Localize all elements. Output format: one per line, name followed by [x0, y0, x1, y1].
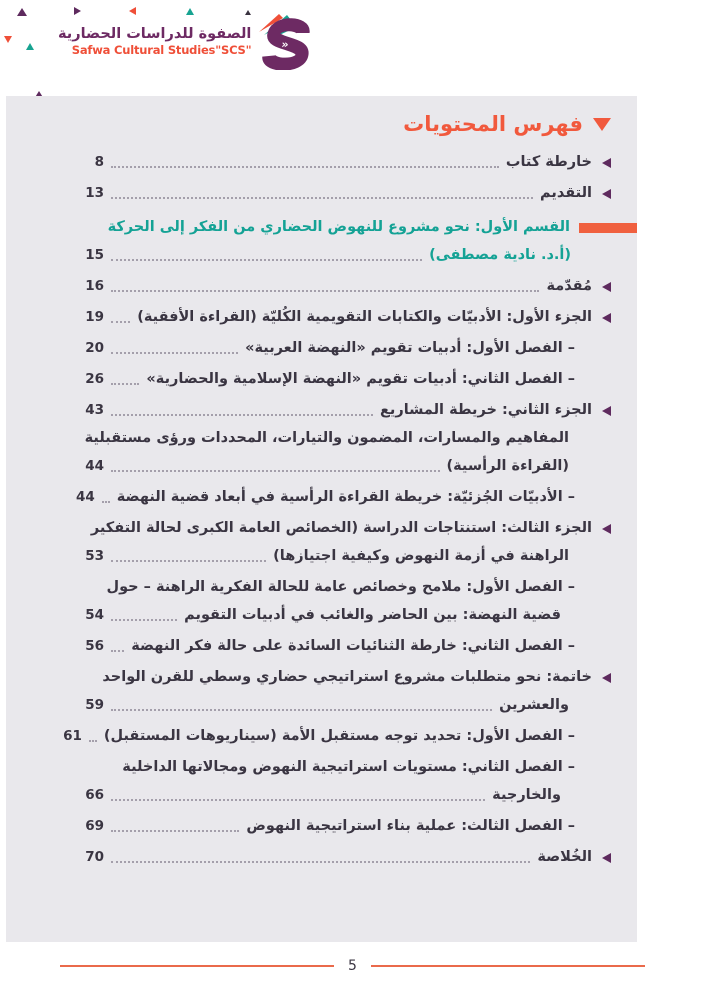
entry-bullet-triangle-icon: [602, 158, 611, 168]
toc-entry: [70, 183, 611, 204]
entry-text: مُقدّمة: [546, 278, 592, 294]
entry-page-number: 15: [85, 247, 104, 263]
dot-leader: [111, 619, 177, 621]
entry-text: – الفصل الثاني: خارطة الثنائيات السائدة على حالة فكر النهضة: [131, 638, 575, 654]
entry-page-number: 16: [85, 278, 104, 294]
entry-page-number: 44: [85, 458, 104, 474]
logo-s-mark-icon: [257, 12, 313, 70]
toc-entry: [70, 847, 611, 868]
entry-text: التقديم: [540, 185, 592, 201]
toc-entry-continued: [70, 428, 611, 449]
entry-bullet-triangle-icon: [602, 313, 611, 323]
dot-leader: [111, 414, 373, 416]
toc-chapter-entry: [70, 369, 611, 390]
dot-leader: [111, 650, 124, 652]
footer-rule-left: [60, 965, 334, 967]
entry-text: الجزء الثالث: استنتاجات الدراسة (الخصائص العامة الكبرى لحالة التفكير: [90, 520, 592, 536]
entry-bullet-triangle-icon: [602, 406, 611, 416]
entry-text: قضية النهضة: بين الحاضر والغائب في أدبيات التقويم: [184, 607, 561, 623]
entry-page-number: 13: [85, 185, 104, 201]
toc-chapter-entry: [70, 636, 611, 657]
entry-text: القسم الأول: نحو مشروع للنهوض الحضاري من الفكر إلى الحركة: [107, 219, 570, 235]
toc-entry: [70, 307, 611, 328]
toc-chapter-entry: [70, 757, 611, 778]
entry-text: الراهنة في أزمة النهوض وكيفية اجتيازها): [273, 548, 569, 564]
toc-entry-continued: [70, 546, 611, 567]
entry-text: – الأدبيّات الجُزئيّة: خريطة القراءة الرأسية في أبعاد قضية النهضة: [116, 489, 575, 505]
entry-text: (أ.د. نادية مصطفى): [429, 247, 571, 263]
entry-text: – الفصل الثالث: عملية بناء استراتيجية النهوض: [246, 818, 575, 834]
dot-leader: [102, 501, 110, 503]
entry-bullet-triangle-icon: [602, 853, 611, 863]
entry-text: – الفصل الأول: ملامح وخصائص عامة للحالة الفكرية الراهنة – حول: [106, 579, 575, 595]
contents-card: [6, 96, 637, 942]
page-title: فهرس المحتويات: [403, 112, 583, 136]
toc-section-entry-continued: [70, 245, 611, 266]
logo-english-name: Safwa Cultural Studies"SCS": [71, 43, 252, 57]
entry-text: والعشرين: [499, 697, 569, 713]
dot-leader: [111, 560, 266, 562]
toc-chapter-entry: [70, 487, 611, 508]
logo-text: [58, 25, 251, 57]
entry-bullet-triangle-icon: [602, 189, 611, 199]
toc-entry: [70, 276, 611, 297]
title-triangle-icon: [593, 118, 611, 131]
footer-page-number: 5: [348, 958, 357, 974]
section-bar-icon: [579, 223, 637, 233]
entry-page-number: 56: [85, 638, 104, 654]
entry-text: خارطة كتاب: [505, 154, 592, 170]
entry-page-number: 43: [85, 402, 104, 418]
deco-triangle-down-icon: [4, 36, 12, 43]
entry-text: خاتمة: نحو متطلبات مشروع استراتيجي حضاري وسطي للقرن الواحد: [102, 669, 592, 685]
entry-text: – الفصل الأول: أدبيات تقويم «النهضة العربية»: [245, 340, 575, 356]
contents-title-row: [70, 106, 611, 142]
entry-page-number: 44: [75, 489, 95, 505]
entry-page-number: 59: [85, 697, 104, 713]
dot-leader: [111, 321, 130, 323]
entry-page-number: 8: [94, 154, 104, 170]
toc-chapter-entry-continued: [70, 785, 611, 806]
entry-text: الخُلاصة: [537, 849, 592, 865]
entry-page-number: 19: [85, 309, 104, 325]
entry-text: الجزء الأول: الأدبيّات والكتابات التقويمية الكُليّة (القراءة الأفقية): [137, 309, 592, 325]
dot-leader: [111, 830, 239, 832]
logo-arabic-name: الصفوة للدراسات الحضارية: [58, 26, 252, 42]
entry-text: والخارجية: [492, 787, 561, 803]
entry-bullet-triangle-icon: [602, 282, 611, 292]
toc-chapter-entry: [70, 338, 611, 359]
dot-leader: [111, 197, 533, 199]
entry-text: – الفصل الثاني: أدبيات تقويم «النهضة الإسلامية والحضارية»: [146, 371, 575, 387]
dot-leader: [89, 740, 97, 742]
toc-chapter-entry: [63, 726, 611, 747]
entry-text: (القراءة الرأسية): [446, 458, 569, 474]
entry-text: الجزء الثاني: خريطة المشاريع: [380, 402, 592, 418]
toc-chapter-entry: [70, 816, 611, 837]
svg-text:»: »: [280, 38, 290, 51]
toc-entry: [70, 518, 611, 539]
dot-leader: [111, 470, 440, 472]
dot-leader: [111, 259, 422, 261]
entry-page-number: 66: [85, 787, 104, 803]
toc-entry: [70, 152, 611, 173]
entry-bullet-triangle-icon: [602, 673, 611, 683]
dot-leader: [111, 861, 530, 863]
toc-chapter-entry-continued: [70, 605, 611, 626]
dot-leader: [111, 709, 492, 711]
entry-page-number: 26: [85, 371, 104, 387]
entry-page-number: 69: [85, 818, 104, 834]
toc-chapter-entry: [70, 577, 611, 598]
toc-entry-continued: [70, 456, 611, 477]
entry-page-number: 54: [85, 607, 104, 623]
toc-section-entry: [70, 217, 611, 238]
entry-page-number: 70: [85, 849, 104, 865]
entry-text: المفاهيم والمسارات، المضمون والتيارات، المحددات ورؤى مستقبلية: [84, 430, 569, 446]
entry-text: – الفصل الأول: تحديد توجه مستقبل الأمة (سيناريوهات المستقبل): [103, 728, 575, 744]
toc-entry-continued: [70, 695, 611, 716]
dot-leader: [111, 290, 539, 292]
dot-leader: [111, 166, 499, 168]
footer-rule-right: [371, 965, 645, 967]
entry-page-number: 20: [85, 340, 104, 356]
dot-leader: [111, 352, 238, 354]
deco-triangle-up-icon: [17, 8, 27, 16]
toc-entry: [70, 400, 611, 421]
toc-entry: [70, 667, 611, 688]
dot-leader: [111, 383, 139, 385]
entry-page-number: 61: [63, 728, 82, 744]
deco-triangle-up-icon: [26, 43, 34, 50]
header-logo: [58, 12, 313, 70]
page-footer: [60, 958, 645, 974]
entry-text: – الفصل الثاني: مستويات استراتيجية النهوض ومجالاتها الداخلية: [122, 759, 575, 775]
entry-page-number: 53: [85, 548, 104, 564]
dot-leader: [111, 799, 485, 801]
entry-bullet-triangle-icon: [602, 524, 611, 534]
